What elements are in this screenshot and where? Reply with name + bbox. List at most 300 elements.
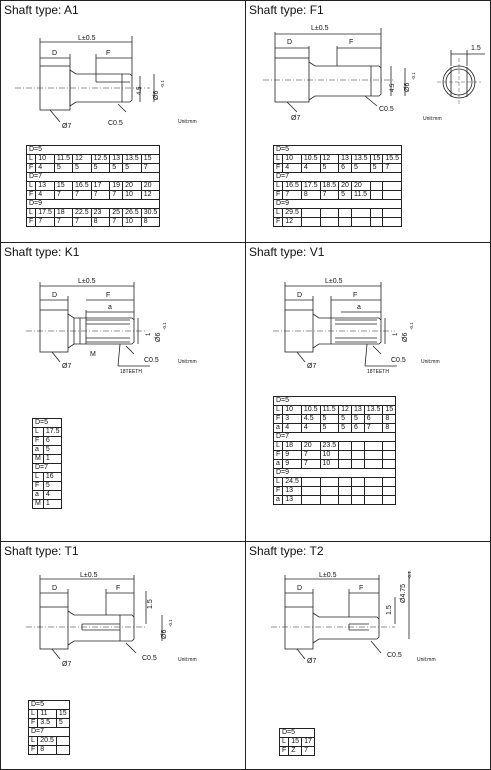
table-cell: 6 (339, 164, 352, 173)
table-cell: L (33, 428, 44, 437)
table-cell (301, 487, 320, 496)
dim-tol: -0.1 (411, 72, 416, 80)
table-cell: 10 (123, 218, 142, 227)
table-section-header: D=5 (29, 701, 70, 710)
table-cell: 6 (43, 437, 62, 446)
table-cell: F (274, 164, 283, 173)
table-cell (56, 746, 69, 755)
table-cell (351, 460, 364, 469)
panel-title: Shaft type: A1 (4, 3, 79, 17)
table-cell: L (274, 478, 283, 487)
dim-tol: -0.1 (409, 322, 414, 330)
table-cell: 15 (54, 182, 72, 191)
table-cell (364, 478, 383, 487)
table-cell: 13.5 (351, 155, 370, 164)
dim-d: D (52, 50, 58, 57)
table-row (274, 155, 402, 164)
table-cell (370, 191, 383, 200)
table-cell: 15 (289, 738, 302, 747)
dim-l: L±0.5 (80, 572, 98, 579)
table-cell: 11.5 (351, 191, 370, 200)
dim-d: D (297, 585, 303, 592)
table-cell: 4.5 (301, 415, 320, 424)
table-cell: 7 (110, 191, 123, 200)
table-section-header: D=5 (274, 397, 396, 406)
table-cell: 13 (283, 487, 302, 496)
table-cell: 15 (383, 406, 396, 415)
table-row (274, 200, 402, 209)
table-cell: F (274, 191, 283, 200)
dim-one: 1 (393, 332, 399, 336)
table-row (29, 728, 70, 737)
dim-a: a (357, 304, 361, 311)
table-cell: 15 (370, 155, 383, 164)
table-cell: F (274, 487, 283, 496)
table-cell: F (29, 719, 38, 728)
panel-title: Shaft type: V1 (249, 245, 325, 259)
table-cell (320, 496, 339, 505)
dim-a: a (108, 304, 112, 311)
table-cell (351, 478, 364, 487)
table-cell: 10 (320, 451, 339, 460)
table-section-header: D=5 (274, 146, 402, 155)
table-cell: 13 (339, 155, 352, 164)
drawing-k1 (0, 242, 245, 382)
table-cell: 18.5 (320, 182, 339, 191)
table-row (274, 209, 402, 218)
table-cell: 7 (320, 191, 339, 200)
table-cell (383, 218, 402, 227)
dim-slot: 1.5 (147, 599, 154, 609)
table-cell: F (274, 218, 283, 227)
table-cell: L (27, 182, 36, 191)
panel-t1 (0, 541, 245, 770)
table-cell: 8 (38, 746, 57, 755)
panel-title: Shaft type: T2 (249, 544, 324, 558)
dim-d: D (52, 292, 58, 299)
dim-dia6: Ø6 (402, 332, 409, 342)
table-cell (320, 478, 339, 487)
spec-table-t2 (279, 728, 315, 756)
table-cell: M (33, 455, 44, 464)
table-cell: 4 (301, 164, 320, 173)
table-row (29, 746, 70, 755)
table-cell: 4 (283, 424, 302, 433)
table-cell: 8 (383, 424, 396, 433)
table-row (274, 442, 396, 451)
table-section-header: D=7 (33, 464, 62, 473)
table-cell: 12 (320, 155, 339, 164)
dim-f: F (359, 585, 364, 592)
table-cell (351, 496, 364, 505)
table-cell (301, 218, 320, 227)
table-cell: Z (289, 747, 302, 756)
table-cell: 10.5 (301, 406, 320, 415)
table-cell: 13.5 (364, 406, 383, 415)
table-cell: 24.5 (283, 478, 302, 487)
table-row (27, 191, 160, 200)
table-cell: 5 (43, 446, 62, 455)
table-cell: 17 (302, 738, 315, 747)
table-row (274, 397, 396, 406)
table-cell: 25 (110, 209, 123, 218)
table-row (33, 491, 62, 500)
unit-label: Unit:mm (178, 657, 197, 663)
dim-f: F (353, 292, 358, 299)
table-row (280, 729, 315, 738)
table-row (33, 428, 62, 437)
table-row (29, 701, 70, 710)
table-cell: 5 (123, 164, 142, 173)
dim-d: D (297, 292, 303, 299)
dim-l: L±0.5 (311, 25, 329, 32)
table-row (274, 478, 396, 487)
dim-dia7: Ø7 (291, 115, 301, 122)
table-cell (339, 451, 352, 460)
table-row (33, 455, 62, 464)
table-cell: 15 (56, 710, 69, 719)
table-section-header: D=7 (27, 173, 160, 182)
dim-dia6: Ø6 (404, 82, 411, 92)
table-row (27, 146, 160, 155)
table-cell: 15.5 (383, 155, 402, 164)
table-cell: 12.5 (91, 155, 110, 164)
table-row (280, 738, 315, 747)
table-cell: 19 (110, 182, 123, 191)
table-cell: 8 (91, 218, 110, 227)
table-cell: 7 (110, 218, 123, 227)
table-row (274, 433, 396, 442)
table-cell (370, 182, 383, 191)
table-cell: 17.5 (43, 428, 62, 437)
table-cell: L (29, 737, 38, 746)
dim-f: F (116, 585, 121, 592)
dim-m: M (90, 351, 96, 358)
table-cell: 7 (54, 191, 72, 200)
dim-dia6: Ø6 (153, 90, 160, 100)
table-row (274, 496, 396, 505)
table-section-header: D=5 (33, 419, 62, 428)
table-cell: a (33, 446, 44, 455)
table-cell: 16.5 (283, 182, 302, 191)
table-row (33, 482, 62, 491)
dim-flat: 4.5 (390, 83, 396, 92)
drawing-a1 (0, 0, 245, 140)
table-cell (364, 496, 383, 505)
drawing-v1 (245, 242, 491, 382)
dim-c05: C0.5 (144, 357, 159, 364)
table-cell: a (33, 491, 44, 500)
table-row (274, 460, 396, 469)
table-cell (351, 487, 364, 496)
table-cell: 3.5 (38, 719, 57, 728)
table-cell (364, 460, 383, 469)
dim-dia6: Ø6 (155, 332, 162, 342)
table-cell: 18 (283, 442, 302, 451)
table-cell: 5 (91, 164, 110, 173)
dim-l: L±0.5 (78, 278, 96, 285)
table-cell: F (27, 218, 36, 227)
dim-c05: C0.5 (379, 106, 394, 113)
table-row (33, 419, 62, 428)
dim-dia6: Ø6 (161, 629, 168, 639)
table-cell (351, 218, 370, 227)
table-cell: F (274, 451, 283, 460)
table-cell: 20 (339, 182, 352, 191)
table-row (33, 464, 62, 473)
dim-tol: -0.1 (160, 80, 165, 88)
table-cell: F (27, 191, 36, 200)
panel-title: Shaft type: F1 (249, 3, 324, 17)
table-cell: a (274, 496, 283, 505)
drawing-f1 (245, 0, 491, 140)
table-cell: 5 (320, 164, 339, 173)
dim-c05: C0.5 (391, 357, 406, 364)
table-cell (370, 209, 383, 218)
table-row (33, 437, 62, 446)
table-cell: 7 (383, 164, 402, 173)
unit-label: Unit:mm (421, 359, 440, 365)
table-cell: 5 (351, 164, 370, 173)
table-cell: L (274, 442, 283, 451)
table-cell (383, 209, 402, 218)
table-cell: 5 (339, 191, 352, 200)
table-cell: 6 (364, 415, 383, 424)
table-section-header: D=9 (27, 200, 160, 209)
table-cell: 7 (301, 451, 320, 460)
dim-f: F (349, 39, 354, 46)
table-cell: 17 (91, 182, 110, 191)
table-cell: F (29, 746, 38, 755)
table-cell (383, 496, 396, 505)
table-cell: 5 (56, 719, 69, 728)
table-cell: 8 (383, 415, 396, 424)
table-cell: 3 (283, 415, 302, 424)
table-cell: 5 (320, 415, 339, 424)
table-cell: 11.5 (320, 406, 339, 415)
dim-teeth: 18TEETH (367, 369, 389, 375)
table-cell: 4 (36, 164, 55, 173)
table-cell: 10.5 (301, 155, 320, 164)
table-row (33, 500, 62, 509)
table-cell (339, 487, 352, 496)
table-cell: 13 (283, 496, 302, 505)
table-row (274, 424, 396, 433)
table-cell: 10 (123, 191, 142, 200)
table-cell: 7 (141, 164, 160, 173)
table-cell: 7 (54, 218, 72, 227)
table-cell: 7 (364, 424, 383, 433)
table-cell: 5 (73, 164, 92, 173)
table-cell: 26.5 (123, 209, 142, 218)
unit-label: Unit:mm (178, 119, 197, 125)
table-cell: 16 (43, 473, 62, 482)
table-row (27, 155, 160, 164)
table-cell (320, 487, 339, 496)
table-cell (320, 209, 339, 218)
table-row (27, 164, 160, 173)
table-cell: F (274, 415, 283, 424)
table-cell (383, 182, 402, 191)
table-cell: 7 (36, 218, 55, 227)
panel-a1 (0, 0, 245, 242)
table-cell: 5 (351, 415, 364, 424)
spec-table-k1 (32, 418, 62, 509)
table-cell (339, 460, 352, 469)
dim-dia7: Ø7 (307, 363, 317, 370)
dim-slot: 1.5 (471, 45, 481, 52)
table-cell: 13 (36, 182, 55, 191)
table-row (27, 182, 160, 191)
table-row (274, 182, 402, 191)
table-cell: 20 (123, 182, 142, 191)
spec-table-a1 (26, 145, 160, 227)
table-row (27, 173, 160, 182)
drawing-t2 (245, 541, 491, 681)
dim-c05: C0.5 (142, 655, 157, 662)
dim-tol: -0.1 (162, 322, 167, 330)
dim-tol: -0.1 (407, 571, 412, 579)
table-cell: 20 (141, 182, 160, 191)
table-cell: L (274, 406, 283, 415)
table-cell: 17.5 (36, 209, 55, 218)
table-cell: a (274, 424, 283, 433)
table-row (274, 406, 396, 415)
table-cell: L (274, 209, 283, 218)
table-row (274, 146, 402, 155)
table-cell (301, 209, 320, 218)
table-cell: 4 (283, 164, 302, 173)
table-row (280, 747, 315, 756)
table-cell: 20.5 (38, 737, 57, 746)
table-cell (351, 451, 364, 460)
table-cell: 4 (301, 424, 320, 433)
table-cell: 11.5 (54, 155, 72, 164)
panel-t2 (245, 541, 491, 770)
table-cell: 12 (73, 155, 92, 164)
table-cell: 7 (301, 460, 320, 469)
table-cell (383, 451, 396, 460)
table-cell: 10 (283, 406, 302, 415)
dim-dia7: Ø7 (62, 661, 72, 668)
table-cell (339, 496, 352, 505)
table-row (274, 487, 396, 496)
table-cell: F (280, 747, 289, 756)
table-row (274, 164, 402, 173)
table-cell: 5 (320, 424, 339, 433)
table-cell (339, 478, 352, 487)
table-cell (364, 451, 383, 460)
table-cell (56, 737, 69, 746)
table-cell: 1 (43, 500, 62, 509)
table-cell (364, 487, 383, 496)
table-cell: M (33, 500, 44, 509)
table-cell: a (274, 460, 283, 469)
table-row (29, 737, 70, 746)
table-cell: 11 (38, 710, 57, 719)
table-row (274, 191, 402, 200)
table-cell: 20 (351, 182, 370, 191)
table-cell (364, 442, 383, 451)
dim-teeth: 18TEETH (120, 369, 142, 375)
table-cell: 12 (339, 406, 352, 415)
panel-v1 (245, 242, 491, 541)
dim-f: F (106, 50, 111, 57)
table-row (274, 451, 396, 460)
dim-dia7: Ø7 (62, 363, 72, 370)
table-row (29, 710, 70, 719)
table-cell: 12 (141, 191, 160, 200)
table-cell: L (280, 738, 289, 747)
table-cell: 23 (91, 209, 110, 218)
drawing-t1 (0, 541, 245, 681)
table-cell (383, 191, 402, 200)
table-cell: F (33, 482, 44, 491)
table-cell: L (27, 209, 36, 218)
table-cell (339, 209, 352, 218)
table-cell: 5 (339, 415, 352, 424)
dim-d: D (287, 39, 293, 46)
table-cell: 13 (110, 155, 123, 164)
table-cell: 8 (141, 218, 160, 227)
table-cell: 5 (110, 164, 123, 173)
table-cell: 20 (301, 442, 320, 451)
dim-c05: C0.5 (108, 120, 123, 127)
table-cell: 7 (283, 191, 302, 200)
table-cell (301, 496, 320, 505)
unit-label: Unit:mm (178, 359, 197, 365)
table-cell: 23.5 (320, 442, 339, 451)
table-cell: 5 (370, 164, 383, 173)
table-cell: 5 (43, 482, 62, 491)
table-cell (383, 460, 396, 469)
spec-table-t1 (28, 700, 70, 755)
panel-title: Shaft type: T1 (4, 544, 79, 558)
table-cell: 9 (283, 460, 302, 469)
table-cell: 8 (301, 191, 320, 200)
table-row (29, 719, 70, 728)
table-cell: 22.5 (73, 209, 92, 218)
dim-l: L±0.5 (78, 35, 96, 42)
table-row (33, 446, 62, 455)
table-cell: 6 (351, 424, 364, 433)
table-cell: 29.5 (283, 209, 302, 218)
table-cell (351, 209, 370, 218)
table-cell: L (27, 155, 36, 164)
table-row (274, 469, 396, 478)
dim-slot: 1.5 (386, 605, 393, 615)
dim-dia475: Ø4.75 (400, 583, 407, 603)
dim-l: L±0.5 (319, 572, 337, 579)
table-cell: 15 (141, 155, 160, 164)
table-cell: 13.5 (123, 155, 142, 164)
table-row (274, 415, 396, 424)
table-cell (339, 442, 352, 451)
table-cell: 7 (73, 218, 92, 227)
dim-tol: -0.1 (168, 619, 173, 627)
table-cell (301, 478, 320, 487)
table-cell: 18 (54, 209, 72, 218)
dim-l: L±0.5 (325, 278, 343, 285)
table-cell: 5 (54, 164, 72, 173)
panel-f1 (245, 0, 491, 242)
unit-label: Unit:mm (423, 116, 442, 122)
table-row (27, 218, 160, 227)
table-cell: F (27, 164, 36, 173)
table-cell: 4 (36, 191, 55, 200)
table-cell (351, 442, 364, 451)
table-cell: L (274, 155, 283, 164)
